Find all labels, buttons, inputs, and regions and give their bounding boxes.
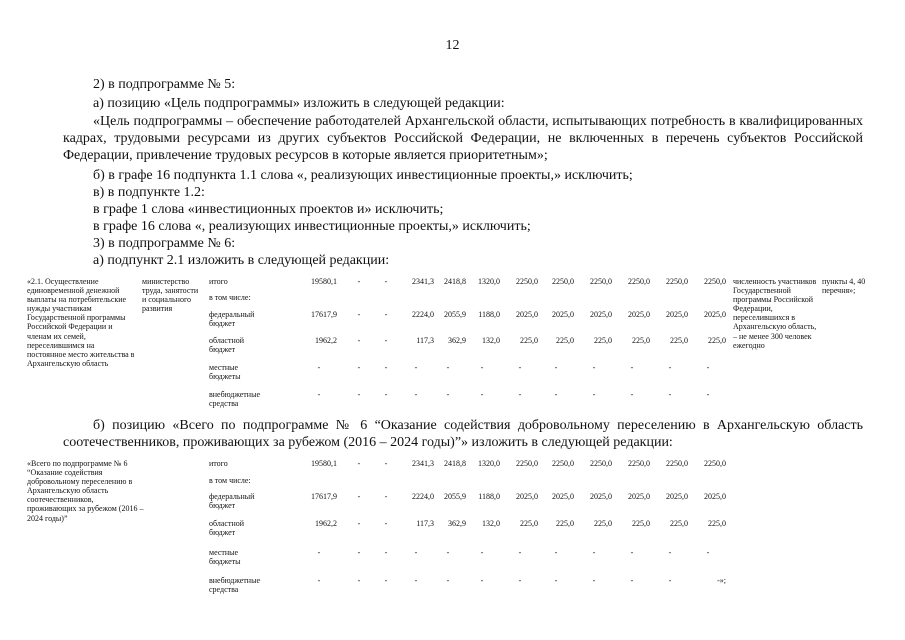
table-cell-value: 2025,0 <box>516 492 538 501</box>
table-cell-value: 2250,0 <box>666 459 688 468</box>
table-cell-value: 2025,0 <box>628 492 650 501</box>
table-cell-value: 117,3 <box>416 519 434 528</box>
table-cell-value: 1962,2 <box>315 336 337 345</box>
table-cell-value: 362,9 <box>448 519 466 528</box>
table-cell-value: 2025,0 <box>704 492 726 501</box>
table-cell-value: 2025,0 <box>666 492 688 501</box>
table-cell-value: 225,0 <box>670 519 688 528</box>
page-number: 12 <box>445 38 460 53</box>
table-cell-value: 2250,0 <box>628 459 650 468</box>
row-label: местные бюджеты <box>209 548 241 566</box>
table-cell-executor: министерство труда, занятости и социального развития <box>142 277 199 314</box>
table-cell-value: 2025,0 <box>590 310 612 319</box>
table-cell-value: - <box>317 576 321 585</box>
table-cell-value: - <box>414 390 418 399</box>
table-cell-value: - <box>706 363 710 372</box>
item-a-goal-position: а) позицию «Цель подпрограммы» изложить в следующей редакции: <box>93 96 505 111</box>
row-label: в том числе: <box>209 293 251 302</box>
table-cell-value: - <box>480 390 484 399</box>
table-cell-value: 362,9 <box>448 336 466 345</box>
table-cell-value: 2224,0 <box>412 310 434 319</box>
row-label: федеральный бюджет <box>209 310 255 328</box>
table-cell-value: - <box>357 492 361 501</box>
column-1-words: в графе 1 слова «инвестиционных проектов и» исключить; <box>93 202 444 217</box>
table-cell-value: - <box>592 390 596 399</box>
table-cell-value: - <box>668 363 672 372</box>
table-cell-value: - <box>554 576 558 585</box>
table-cell-value: - <box>357 277 361 286</box>
table-cell-value: - <box>592 576 596 585</box>
table-cell-value: 1188,0 <box>478 310 500 319</box>
table-cell-value: - <box>480 576 484 585</box>
table-cell-value: 1320,0 <box>478 459 500 468</box>
goal-text-paragraph: «Цель подпрограммы – обеспечение работодателей Архангельской области, испытывающих потребность в квалифицированных кадрах, трудовыми ресурсами из других субъектов Российской Федерации, не включенных в перечень субъектов Российской Федерации, привлечение трудовых ресурсов в которые является приоритетным»; <box>63 114 863 163</box>
row-label: внебюджетные средства <box>209 390 260 408</box>
row-label: итого <box>209 459 228 468</box>
table-cell-value: 2250,0 <box>590 459 612 468</box>
table-cell-value: - <box>518 548 522 557</box>
table-cell-value: 17617,9 <box>311 492 337 501</box>
table-total-subprogram-6 <box>0 459 905 604</box>
table-cell-value: 2025,0 <box>590 492 612 501</box>
table-cell-value: 2025,0 <box>516 310 538 319</box>
table-cell-value: - <box>554 548 558 557</box>
table-cell-value: 225,0 <box>594 336 612 345</box>
table-cell-value: - <box>480 548 484 557</box>
table-cell-value: - <box>414 548 418 557</box>
table-cell-value: - <box>630 363 634 372</box>
table-cell-value: 225,0 <box>632 336 650 345</box>
table-cell-value: - <box>384 519 388 528</box>
item-a-subitem-2-1: а) подпункт 2.1 изложить в следующей редакции: <box>93 253 390 268</box>
table-cell-value: 2025,0 <box>704 310 726 319</box>
table-cell-value: 2250,0 <box>552 459 574 468</box>
table-cell-value: - <box>630 390 634 399</box>
table-cell-value: - <box>357 390 361 399</box>
row-label: местные бюджеты <box>209 363 241 381</box>
table-cell-value: 2250,0 <box>704 459 726 468</box>
table-subitem-2-1 <box>0 277 905 412</box>
table-cell-indicator: численность участников Государственной программы Российской Федерации, переселившихся в Архангельскую область, – не менее 300 человек ежегодно <box>733 277 817 350</box>
table-cell-value: - <box>554 363 558 372</box>
table-cell-value: -»; <box>717 576 726 585</box>
table-cell-value: - <box>384 390 388 399</box>
table-cell-value: 2025,0 <box>552 310 574 319</box>
item-v-subitem-1-2: в) в подпункте 1.2: <box>93 185 205 200</box>
table-cell-value: - <box>446 576 450 585</box>
table-cell-value: - <box>384 459 388 468</box>
row-label: внебюджетные средства <box>209 576 260 594</box>
table-cell-value: - <box>317 363 321 372</box>
table-cell-value: 2055,9 <box>444 310 466 319</box>
row-label: итого <box>209 277 228 286</box>
table-cell-value: 225,0 <box>594 519 612 528</box>
table-cell-value: - <box>317 390 321 399</box>
table-cell-total-name: «Всего по подпрограмме № 6 “Оказание содействия добровольному переселению в Архангельскую область соотечественников, проживающих за рубежом (2016 – 2024 годы)” <box>27 459 144 523</box>
table-cell-value: 1962,2 <box>315 519 337 528</box>
table-cell-value: - <box>357 363 361 372</box>
table-cell-value: - <box>384 548 388 557</box>
table-cell-value: - <box>446 390 450 399</box>
table-cell-value: - <box>446 363 450 372</box>
table-cell-value: 19580,1 <box>311 459 337 468</box>
table-cell-value: - <box>592 548 596 557</box>
table-cell-value: 2025,0 <box>628 310 650 319</box>
table-cell-value: 2250,0 <box>628 277 650 286</box>
table-cell-value: - <box>630 576 634 585</box>
table-cell-value: 225,0 <box>556 519 574 528</box>
table-cell-value: - <box>518 390 522 399</box>
table-cell-value: 2250,0 <box>516 277 538 286</box>
table-cell-value: - <box>384 277 388 286</box>
table-cell-value: - <box>630 548 634 557</box>
table-cell-value: 132,0 <box>482 519 500 528</box>
table-cell-value: 225,0 <box>708 336 726 345</box>
table-cell-measure-name: «2.1. Осуществление единовременной денежной выплаты на потребительские нужды участникам Государственной программы Российской Федерации и членам их семей, переселившимся на постоянное место жительства в Архангельскую область <box>27 277 135 368</box>
table-cell-value: 19580,1 <box>311 277 337 286</box>
table-cell-value: 1320,0 <box>478 277 500 286</box>
table-cell-value: - <box>554 390 558 399</box>
table-cell-value: - <box>384 576 388 585</box>
table-cell-value: - <box>518 363 522 372</box>
table-cell-value: - <box>384 492 388 501</box>
table-cell-reference: пункты 4, 40 перечня»; <box>822 277 866 296</box>
table-cell-value: - <box>706 548 710 557</box>
table-cell-value: - <box>357 519 361 528</box>
table-cell-value: - <box>384 363 388 372</box>
table-cell-value: 17617,9 <box>311 310 337 319</box>
item-2-subprogram-5: 2) в подпрограмме № 5: <box>93 77 236 92</box>
table-cell-value: 2250,0 <box>704 277 726 286</box>
table-cell-value: 225,0 <box>520 336 538 345</box>
table-cell-value: 225,0 <box>632 519 650 528</box>
table-cell-value: - <box>384 336 388 345</box>
table-cell-value: - <box>480 363 484 372</box>
table-cell-value: 2250,0 <box>590 277 612 286</box>
table-cell-value: 2250,0 <box>516 459 538 468</box>
table-cell-value: - <box>706 390 710 399</box>
table-cell-value: - <box>518 576 522 585</box>
item-b-column-16: б) в графе 16 подпункта 1.1 слова «, реализующих инвестиционные проекты,» исключить; <box>93 168 633 183</box>
table-cell-value: 2250,0 <box>666 277 688 286</box>
table-cell-value: - <box>668 548 672 557</box>
table-cell-value: 225,0 <box>708 519 726 528</box>
table-cell-value: 2055,9 <box>444 492 466 501</box>
table-cell-value: 225,0 <box>520 519 538 528</box>
table-cell-value: 2250,0 <box>552 277 574 286</box>
row-label: федеральный бюджет <box>209 492 255 510</box>
table-cell-value: 225,0 <box>556 336 574 345</box>
item-b-total-position: б) позицию «Всего по подпрограмме № 6 “Оказание содействия добровольному переселению в Архангельскую область соотечественников, проживающих за рубежом (2016 – 2024 годы)”» изложить в следующей редакции: <box>63 418 863 450</box>
table-cell-value: 132,0 <box>482 336 500 345</box>
table-cell-value: 2418,8 <box>444 459 466 468</box>
table-cell-value: - <box>357 336 361 345</box>
table-cell-value: 2224,0 <box>412 492 434 501</box>
table-cell-value: 2341,3 <box>412 459 434 468</box>
table-cell-value: - <box>414 576 418 585</box>
table-cell-value: 2418,8 <box>444 277 466 286</box>
table-cell-value: 2341,3 <box>412 277 434 286</box>
table-cell-value: - <box>668 576 672 585</box>
table-cell-value: - <box>317 548 321 557</box>
table-cell-value: 117,3 <box>416 336 434 345</box>
table-cell-value: - <box>668 390 672 399</box>
table-cell-value: 1188,0 <box>478 492 500 501</box>
table-cell-value: 225,0 <box>670 336 688 345</box>
table-cell-value: - <box>357 310 361 319</box>
item-3-subprogram-6: 3) в подпрограмме № 6: <box>93 236 236 251</box>
table-cell-value: - <box>357 548 361 557</box>
table-cell-value: - <box>357 576 361 585</box>
table-cell-value: - <box>446 548 450 557</box>
table-cell-value: - <box>592 363 596 372</box>
table-cell-value: - <box>384 310 388 319</box>
table-cell-value: 2025,0 <box>666 310 688 319</box>
table-cell-value: - <box>414 363 418 372</box>
table-cell-value: 2025,0 <box>552 492 574 501</box>
row-label: областной бюджет <box>209 336 245 354</box>
table-cell-value: - <box>357 459 361 468</box>
row-label: в том числе: <box>209 476 251 485</box>
column-16-words: в графе 16 слова «, реализующих инвестиционные проекты,» исключить; <box>93 219 531 234</box>
row-label: областной бюджет <box>209 519 245 537</box>
